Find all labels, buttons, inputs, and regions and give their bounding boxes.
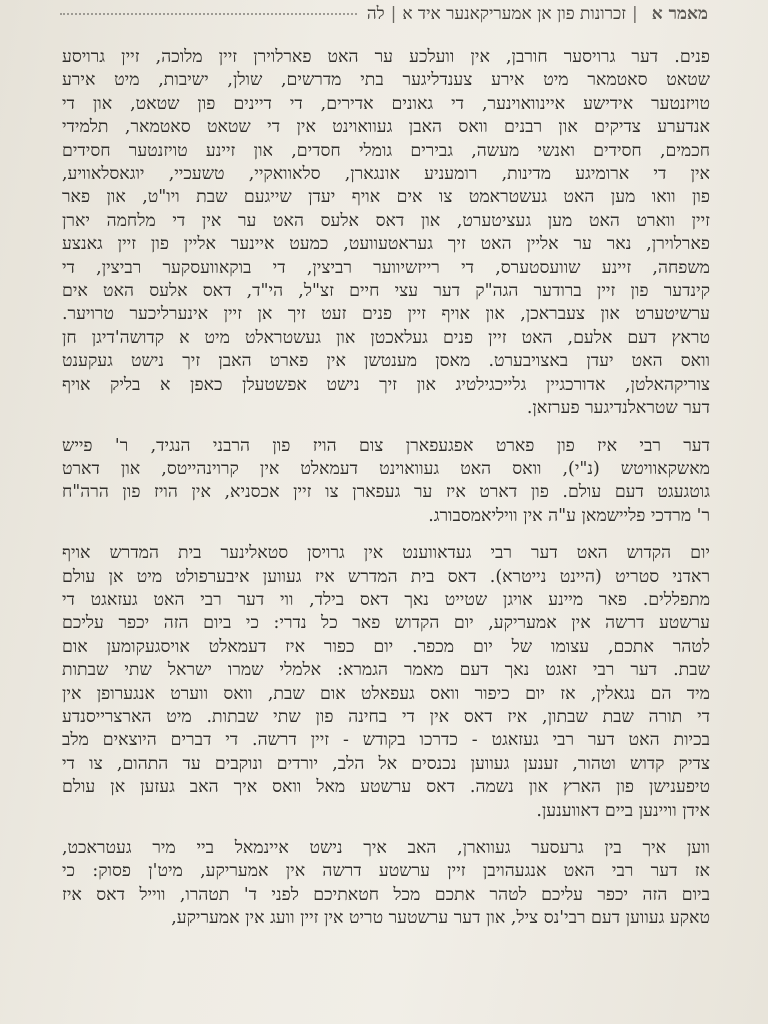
text-line: אידן וויינען ביים דאווענען. [536, 800, 710, 821]
text-line: יום הקדוש האט דער רבי געדאווענט אין גרויסן סטאלינער בית המדרש אויף [62, 543, 710, 564]
paragraph [62, 46, 710, 421]
text-line: זיין ווארט האט מען געציטערט, און דאס אלעס האט ער אין די מלחמה יארן [62, 210, 710, 231]
chapter-label: מאמר א [651, 4, 708, 24]
text-line: בכיות האט דער רבי געזאגט - כדרכו בקודש - זיין דרשה. די דברים היוצאים מלב [62, 730, 710, 751]
text-line: די תורה שבת שבתון, איז דאס אין די בחינה פון שתי שבתות. מיט הארצרייסנדע [62, 706, 710, 727]
text-line: דער שטראלנדיגער פערזאן. [526, 398, 710, 419]
paragraph [62, 542, 710, 823]
text-line: ר' מרדכי פליישמאן ע"ה אין וויליאמסבורג. [428, 505, 710, 526]
book-title: זכרונות פון אן אמעריקאנער איד א [402, 4, 626, 24]
text-line: מיד הם נגאלין, אז יום כיפור וואס געפאלט אום שבת, וואס ווערט אנגערופן אין [62, 683, 710, 704]
text-line: פון וואו מען האט געשטראמט צו אים אויף יעדן שייגעם שבת ויו"ט, און פאר [62, 187, 710, 208]
header-separator: | [390, 4, 397, 24]
text-line: קינדער פון זיין ברודער הגה"ק דער עצי חיים זצ"ל, הי"ד, דאס אלעס האט אים [62, 281, 710, 302]
running-header [60, 0, 708, 28]
text-line: ווען איך בין גרעסער געווארן, האב איך נישט איינמאל ביי מיר געטראכט, [62, 838, 710, 858]
text-line: מתפללים. פאר מיינע אויגן שטייט נאך דאס בילד, ווי דער רבי האט געזאגט די [62, 589, 710, 610]
text-line: טאקע געווען דעם רבי'נס ציל, און דער ערשטער טריט אין זיין וועג אין אמעריקע, [171, 908, 710, 929]
paragraph [62, 435, 710, 529]
text-line: טיפענישן פון הארץ און נשמה. דאס ערשטע מאל וואס איך האב געזען אן עולם [62, 777, 710, 798]
text-line: פנים. דער גרויסער חורבן, אין וועלכע ער האט פארלוירן זיין מלוכה, זיין גרויסע [62, 47, 710, 67]
text-line: אין די ארומיגע מדינות, רומעניע אונגארן, סלאוואקיי, טשעכיי, יוגאסלאוויע, [62, 164, 710, 185]
page-number: לה [366, 4, 385, 24]
text-line: משפחה, זיינע שוועסטערס, די רייזשיווער רביצין, די בוקאוועסקער רביצין, די [62, 257, 710, 278]
text-line: ביום הזה יכפר עליכם לטהר אתכם מכל חטאתיכם לפני ד' תטהרו, ווייל דאס איז [62, 884, 710, 905]
text-line: מאשקאוויטש (נ"י), וואס האט געוואוינט דעמאלט אין קרוינהייטס, און דארט [62, 458, 710, 479]
body-text [62, 46, 710, 931]
text-line: לטהר אתכם, עצומו של יום מכפר. יום כפור איז דעמאלט אויסגעקומען אום [62, 636, 710, 657]
text-line: שבת. דער רבי זאגט נאך דעם מאמר הגמרא: אלמלי שמרו ישראל שתי שבתות [62, 660, 710, 681]
text-line: ערשטע דרשה אין אמעריקע, יום הקדוש פאר כל נדרי: כי ביום הזה יכפר עליכם [62, 613, 710, 634]
text-line: אז דער רבי האט אנגעהויבן זיין ערשטע דרשה אין אמעריקע, מיט'ן פסוק: כי [62, 861, 710, 882]
text-line: צדיק קדוש וטהור, זענען געווען נכנסים אל הלב, יורדים ונוקבים עד התהום, צו די [62, 753, 710, 774]
text-line: אנדערע צדיקים און רבנים וואס האבן געוואוינט אין די שטאט סאטמאר, תלמידי [62, 117, 710, 138]
text-line: פארלוירן, נאר ער אליין האט זיך געראטעוועט, כמעט איינער אליין פון זיין גאנצע [62, 234, 710, 255]
text-line: וואס האט יעדן באצויבערט. מאסן מענטשן אין פארט האבן זיך נישט געקענט [62, 351, 710, 372]
text-line: ערשיטערט און צעבראכן, און אויף זיין פנים זעט זיך אן זיין אינערליכער טרויער. [62, 304, 710, 325]
text-line: טויזנטער אידישע איינוואוינער, די גאונים אדירים, די דיינים פון שטאט, און די [62, 93, 710, 114]
text-line: גוטגעגט דעם עולם. פון דארט איז ער געפארן צו זיין אכסניא, אין הויז פון הרה"ח [62, 482, 710, 503]
text-line: טראץ דעם אלעם, האט זיין פנים געלאכטן און געשטראלט מיט א קדושה'דיגן חן [62, 327, 710, 348]
header-dotted-rule [60, 13, 357, 15]
text-line: ראדני סטריט (היינט נייטרא). דאס בית המדרש איז געווען איבערפולט מיט אן עולם [62, 566, 710, 587]
paragraph [62, 837, 710, 931]
header-separator: | [632, 4, 638, 24]
text-line: שטאט סאטמאר מיט אירע צענדליגער בתי מדרשים, שולן, ישיבות, מיט אירע [62, 70, 710, 91]
text-line: דער רבי איז פון פארט אפגעפארן צום הויז פון הרבני הנגיד, ר' פייש [62, 435, 710, 456]
text-line: חכמים, חסידים ואנשי מעשה, גבירים גומלי חסדים, און זיינע טויזנטער חסידים [62, 140, 710, 161]
text-line: צוריקהאלטן, אדורכגיין גלייכגילטיג און זיך נישט אפשטעלן כאפן א בליק אויף [62, 374, 710, 395]
